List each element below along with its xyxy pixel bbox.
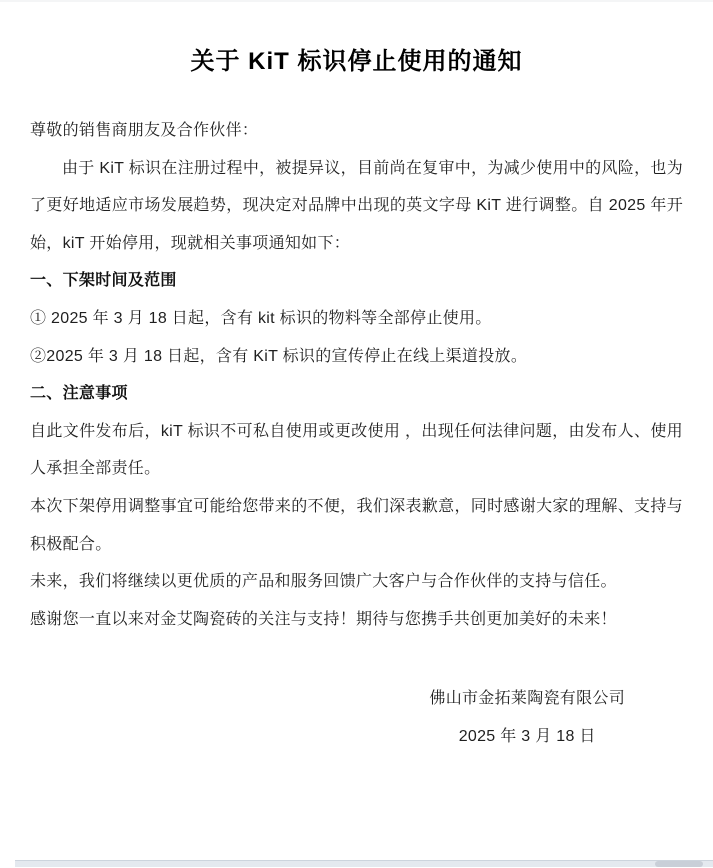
section2-paragraph-4: 感谢您一直以来对金艾陶瓷砖的关注与支持！期待与您携手共创更加美好的未来！ [30,610,617,628]
section2-paragraph-1: 自此文件发布后，kiT 标识不可私自使用或更改使用 ，出现任何法律问题，由发布人、使用人承担全部责任。 [30,422,683,478]
section2-paragraph-3: 未来，我们将继续以更优质的产品和服务回馈广大客户与合作伙伴的支持与信任。 [30,573,617,591]
horizontal-scrollbar-thumb[interactable] [655,861,703,867]
document-body [30,112,683,638]
section2-paragraph-2: 本次下架停用调整事宜可能给您带来的不便，我们深表歉意，同时感谢大家的理解、支持与积极配合。 [30,497,683,553]
window-top-edge [0,0,713,2]
document-title: 关于 KiT 标识停止使用的通知 [190,48,523,75]
signature-block [429,680,625,755]
intro-paragraph: 由于 KiT 标识在注册过程中，被提异议，目前尚在复审中，为减少使用中的风险，也为了更好地适应市场发展趋势，现决定对品牌中出现的英文字母 KiT 进行调整。自 2025 年开始，kiT 开始停用，现就相关事项通知如下： [30,159,683,252]
signature-date: 2025 年 3 月 18 日 [458,727,596,745]
section2-heading: 二、注意事项 [30,385,128,403]
section1-item1: ① 2025 年 3 月 18 日起，含有 kit 标识的物料等全部停止使用。 [30,309,492,327]
section1-heading: 一、下架时间及范围 [30,272,177,290]
horizontal-scrollbar-track[interactable] [15,860,713,867]
signature-company: 佛山市金拓莱陶瓷有限公司 [429,690,625,708]
salutation-line: 尊敬的销售商朋友及合作伙伴： [30,122,259,139]
section1-item2: ②2025 年 3 月 18 日起，含有 KiT 标识的宣传停止在线上渠道投放。 [30,347,528,365]
